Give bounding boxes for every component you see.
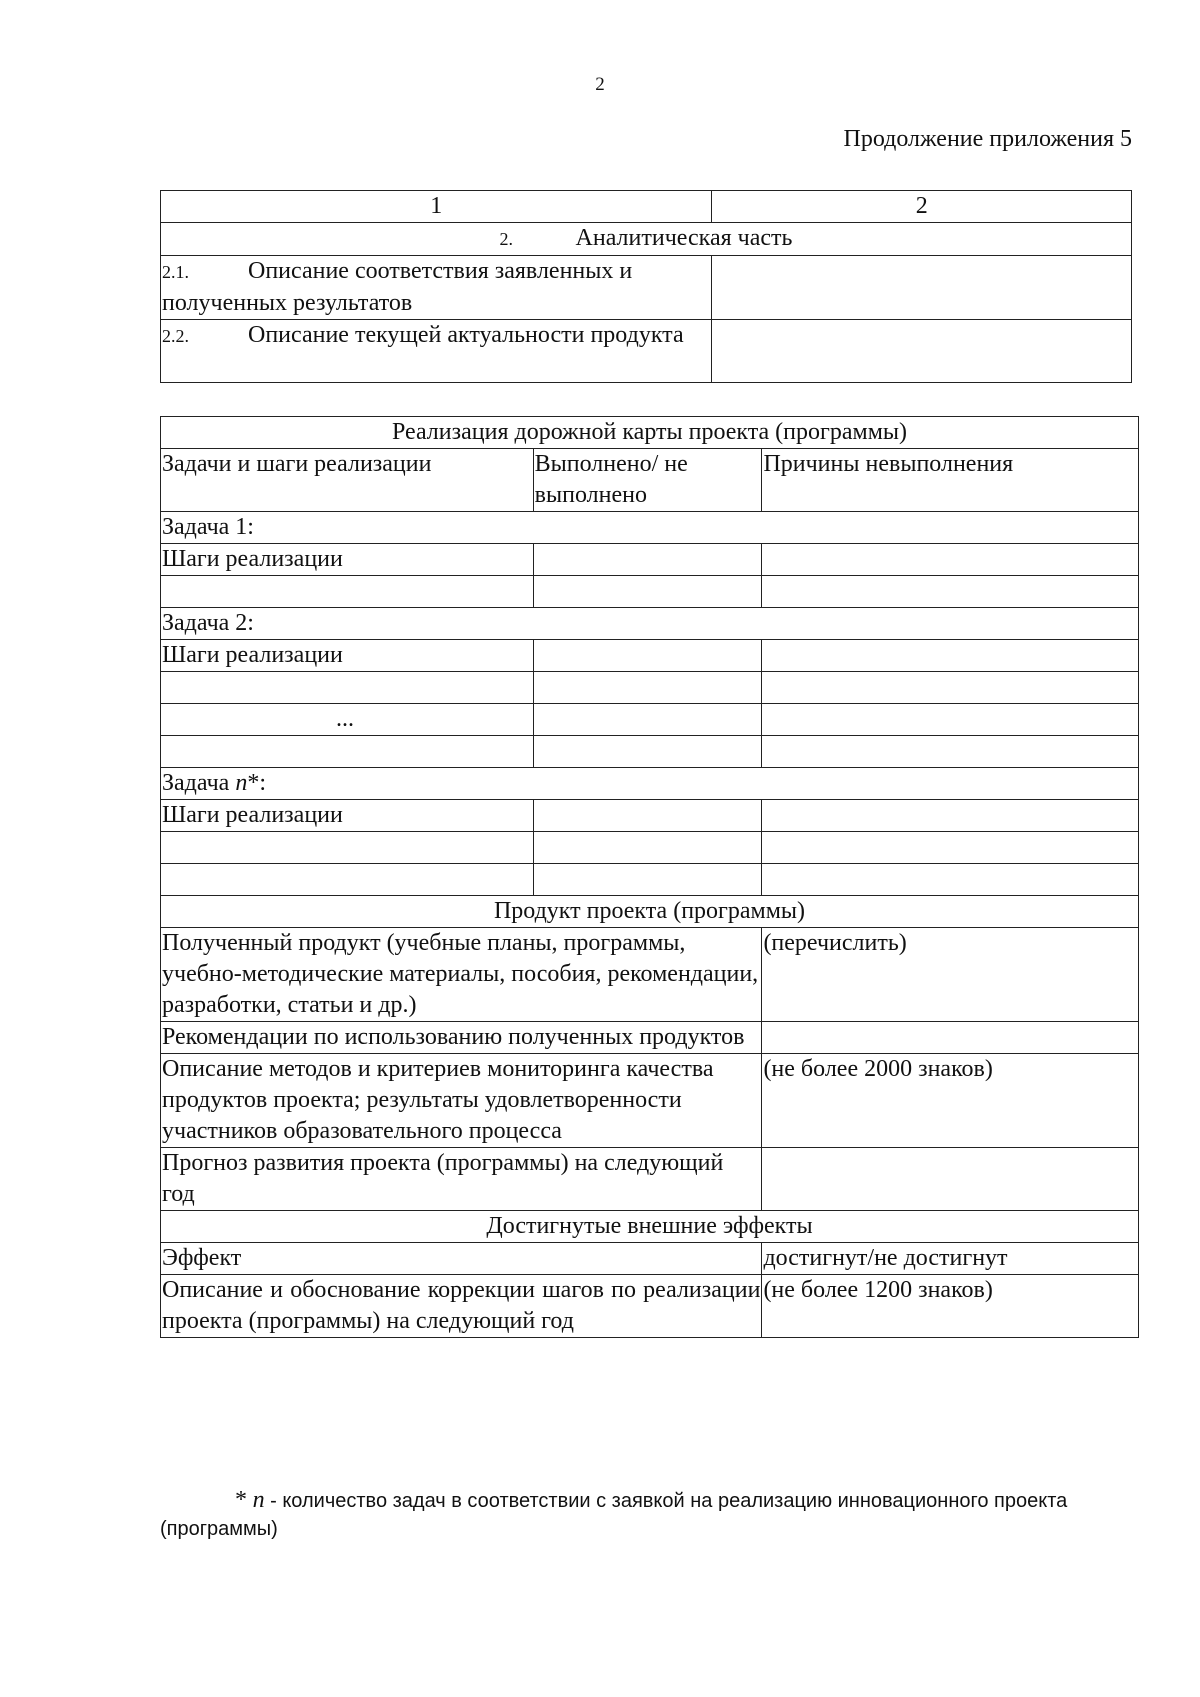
recommendations-value <box>762 1022 1139 1054</box>
page-number: 2 <box>595 74 605 95</box>
reasons-cell <box>762 736 1139 768</box>
continuation-heading: Продолжение приложения 5 <box>843 126 1132 152</box>
step-cell <box>161 576 534 608</box>
footnote <box>160 1486 1132 1543</box>
done-cell <box>533 736 762 768</box>
table-row <box>161 1054 1139 1148</box>
task-n-prefix: Задача <box>162 770 236 796</box>
section-number: 2. <box>499 229 514 249</box>
table-row <box>161 672 1139 704</box>
product-received-label: Полученный продукт (учебные планы, программы, учебно-методические материалы, пособия, рекомендации, разработки, статьи и др.) <box>161 928 762 1022</box>
table-row <box>161 1243 1139 1275</box>
footnote-text: - количество задач в соответствии с заявкой на реализацию инновационного проекта (программы) <box>160 1490 1068 1540</box>
table-row <box>161 704 1139 736</box>
ellipsis: ... <box>161 704 534 736</box>
steps-label: Шаги реализации <box>161 544 534 576</box>
correction-value: (не более 1200 знаков) <box>762 1275 1139 1338</box>
footnote-star: * <box>235 1487 247 1513</box>
effect-label: Эффект <box>161 1243 762 1275</box>
column-number-2: 2 <box>712 191 1132 223</box>
reasons-cell <box>762 704 1139 736</box>
row-text: Описание соответствия заявленных и полученных результатов <box>162 258 633 316</box>
row-value <box>712 320 1132 383</box>
col-reasons-header: Причины невыполнения <box>762 449 1139 512</box>
col-tasks-header: Задачи и шаги реализации <box>161 449 534 512</box>
reasons-cell <box>762 576 1139 608</box>
step-cell <box>161 864 534 896</box>
product-received-value: (перечислить) <box>762 928 1139 1022</box>
steps-label: Шаги реализации <box>161 800 534 832</box>
row-number: 2.1. <box>162 262 189 282</box>
task-n-label <box>161 768 1139 800</box>
table-row <box>161 736 1139 768</box>
step-cell <box>161 832 534 864</box>
task-n-variable: n <box>235 770 248 796</box>
task-n-suffix: *: <box>247 770 266 796</box>
roadmap-header-row <box>161 449 1139 512</box>
roadmap-table <box>160 416 1139 1338</box>
section-title: Аналитическая часть <box>575 225 793 251</box>
step-cell <box>161 736 534 768</box>
table-row <box>161 320 1132 383</box>
recommendations-label: Рекомендации по использованию полученных продуктов <box>161 1022 762 1054</box>
reasons-cell <box>762 640 1139 672</box>
table-row <box>161 640 1139 672</box>
footnote-variable: n <box>252 1487 265 1513</box>
analytical-table <box>160 190 1132 383</box>
done-cell <box>533 864 762 896</box>
task-2-label: Задача 2: <box>161 608 1139 640</box>
table-row <box>161 256 1132 320</box>
table-row <box>161 928 1139 1022</box>
forecast-value <box>762 1148 1139 1211</box>
reasons-cell <box>762 544 1139 576</box>
table-row <box>161 864 1139 896</box>
correction-label: Описание и обоснование коррекции шагов по реализации проекта (программы) на следующий год <box>161 1275 762 1338</box>
done-cell <box>533 704 762 736</box>
product-title: Продукт проекта (программы) <box>161 896 1139 928</box>
section-heading <box>161 223 1132 256</box>
done-cell <box>533 672 762 704</box>
col-done-header: Выполнено/ не выполнено <box>533 449 762 512</box>
row-label <box>161 256 712 320</box>
forecast-label: Прогноз развития проекта (программы) на следующий год <box>161 1148 762 1211</box>
methods-label: Описание методов и критериев мониторинга качества продуктов проекта; результаты удовлетворенности участников образовательного процесса <box>161 1054 762 1148</box>
reasons-cell <box>762 800 1139 832</box>
column-number-row <box>161 191 1132 223</box>
section-row <box>161 223 1132 256</box>
done-cell <box>533 640 762 672</box>
table-row <box>161 1148 1139 1211</box>
table-row <box>161 544 1139 576</box>
roadmap-title: Реализация дорожной карты проекта (программы) <box>161 417 1139 449</box>
reasons-cell <box>762 832 1139 864</box>
methods-value: (не более 2000 знаков) <box>762 1054 1139 1148</box>
row-text: Описание текущей актуальности продукта <box>248 322 684 348</box>
table-row <box>161 576 1139 608</box>
reasons-cell <box>762 864 1139 896</box>
reasons-cell <box>762 672 1139 704</box>
effects-title: Достигнутые внешние эффекты <box>161 1211 1139 1243</box>
table-row <box>161 1022 1139 1054</box>
done-cell <box>533 800 762 832</box>
table-row <box>161 1275 1139 1338</box>
done-cell <box>533 544 762 576</box>
done-cell <box>533 576 762 608</box>
task-1-label: Задача 1: <box>161 512 1139 544</box>
done-cell <box>533 832 762 864</box>
table-row <box>161 832 1139 864</box>
column-number-1: 1 <box>161 191 712 223</box>
table-row <box>161 800 1139 832</box>
row-number: 2.2. <box>162 326 189 346</box>
steps-label: Шаги реализации <box>161 640 534 672</box>
effect-value: достигнут/не достигнут <box>762 1243 1139 1275</box>
row-value <box>712 256 1132 320</box>
row-label <box>161 320 712 383</box>
step-cell <box>161 672 534 704</box>
